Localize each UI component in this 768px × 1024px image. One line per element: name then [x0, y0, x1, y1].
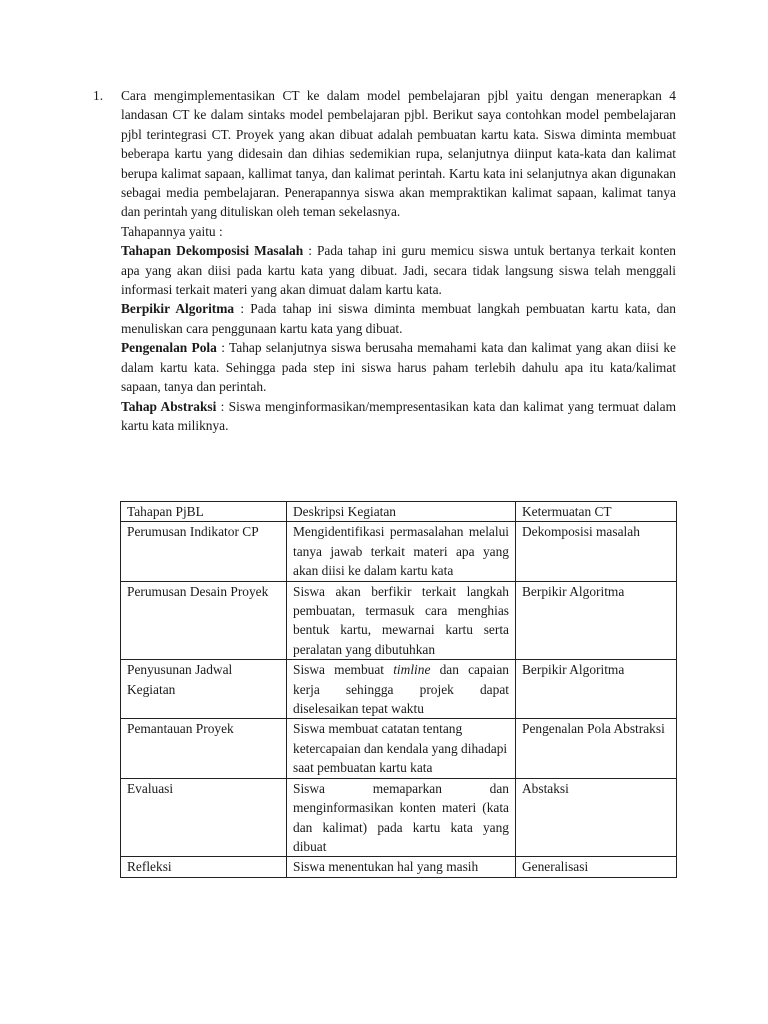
description-text: Siswa membuat catatan tentang ketercapaian dan kendala yang dihadapi saat pembuatan kartu kata — [293, 721, 508, 776]
step-term: Berpikir Algoritma — [121, 301, 235, 317]
stage-cell: Evaluasi — [121, 778, 287, 857]
step-paragraph — [121, 397, 676, 436]
description-cell — [287, 778, 516, 857]
description-cell — [287, 719, 516, 778]
stage-cell: Perumusan Desain Proyek — [121, 581, 287, 660]
step-term: Pengenalan Pola — [121, 340, 217, 356]
description-cell — [287, 581, 516, 660]
description-text: dan capaian kerja sehingga projek dapat diselesaikan tepat waktu — [293, 662, 509, 717]
description-cell — [287, 522, 516, 581]
description-text: Siswa memaparkan dan menginformasikan konten materi (kata dan kalimat) pada kartu kata yang dibuat — [293, 780, 509, 854]
ct-cell: Berpikir Algoritma — [516, 660, 677, 719]
ct-cell: Abstaksi — [516, 778, 677, 857]
step-paragraph — [121, 299, 676, 338]
table-row — [121, 719, 677, 778]
ct-cell: Pengenalan Pola Abstraksi — [516, 719, 677, 778]
description-text: Mengidentifikasi permasalahan melalui tanya jawab terkait materi apa yang akan diisi ke dalam kartu kata — [293, 524, 509, 579]
step-term: Tahap Abstraksi — [121, 398, 217, 414]
table-row — [121, 857, 677, 877]
stage-cell: Refleksi — [121, 857, 287, 877]
description-emphasis: timline — [393, 662, 431, 678]
step-text: : Pada tahap ini guru memicu siswa untuk bertanya terkait konten apa yang akan diisi pada kartu kata yang dibuat. Jadi, secara tidak langsung siswa telah menggali informasi terkait materi yang akan dimuat dalam kartu kata. — [121, 243, 676, 298]
table-row — [121, 778, 677, 857]
intro-paragraph: Cara mengimplementasikan CT ke dalam model pembelajaran pjbl yaitu dengan menerapkan 4 landasan CT ke dalam sintaks model pembelajaran pjbl. Berikut saya contohkan model pembelajaran pjbl terintegrasi CT. Proyek yang akan dibuat adalah pembuatan kartu kata. Siswa diminta membuat beberapa kartu yang didesain dan dihias sedemikian rupa, selanjutnya diinput kata-kata dan kalimat berupa kalimat sapaan, kallimat tanya, dan kalimat perintah. Kartu kata ini selanjutnya akan digunakan sebagai media pembelajaran. Penerapannya siswa akan mempraktikan kalimat sapaan, kalimat tanya dan perintah yang dituliskan oleh teman sekelasnya. — [121, 88, 676, 220]
ct-cell: Dekomposisi masalah — [516, 522, 677, 581]
table-row — [121, 660, 677, 719]
column-header: Ketermuatan CT — [516, 502, 677, 522]
description-cell — [287, 857, 516, 877]
step-text: : Pada tahap ini siswa diminta membuat langkah pembuatan kartu kata, dan menuliskan cara penggunaan kartu kata yang dibuat. — [121, 301, 676, 336]
item-number: 1. — [93, 88, 104, 103]
table-row — [121, 522, 677, 581]
description-text: Siswa membuat — [293, 662, 394, 678]
ct-cell: Berpikir Algoritma — [516, 581, 677, 660]
column-header: Tahapan PjBL — [121, 502, 287, 522]
step-text: : Tahap selanjutnya siswa berusaha memahami kata dan kalimat yang akan diisi ke dalam kartu kata. Sehingga pada step ini siswa harus paham terlebih dahulu apa itu kata/kalimat sapaan, tanya dan perintah. — [121, 340, 676, 395]
description-text: Siswa akan berfikir terkait langkah pembuatan, termasuk cara menghias bentuk kartu, mewarnai kartu serta peralatan yang dibutuhkan — [293, 583, 509, 657]
steps-intro: Tahapannya yaitu : — [121, 223, 223, 239]
column-header: Deskripsi Kegiatan — [287, 502, 516, 522]
description-text: Siswa menentukan hal yang masih — [293, 859, 479, 875]
description-cell — [287, 660, 516, 719]
ct-cell: Generalisasi — [516, 857, 677, 877]
stage-cell: Perumusan Indikator CP — [121, 522, 287, 581]
step-term: Tahapan Dekomposisi Masalah — [121, 243, 304, 259]
item-body — [121, 86, 676, 435]
step-paragraph — [121, 241, 676, 299]
pjbl-ct-table — [120, 501, 677, 878]
stage-cell: Penyusunan Jadwal Kegiatan — [121, 660, 287, 719]
stage-cell: Pemantauan Proyek — [121, 719, 287, 778]
table-row — [121, 581, 677, 660]
step-paragraph — [121, 338, 676, 396]
table-header-row — [121, 502, 677, 522]
step-text: : Siswa menginformasikan/mempresentasikan kata dan kalimat yang termuat dalam kartu kata miliknya. — [121, 398, 676, 433]
